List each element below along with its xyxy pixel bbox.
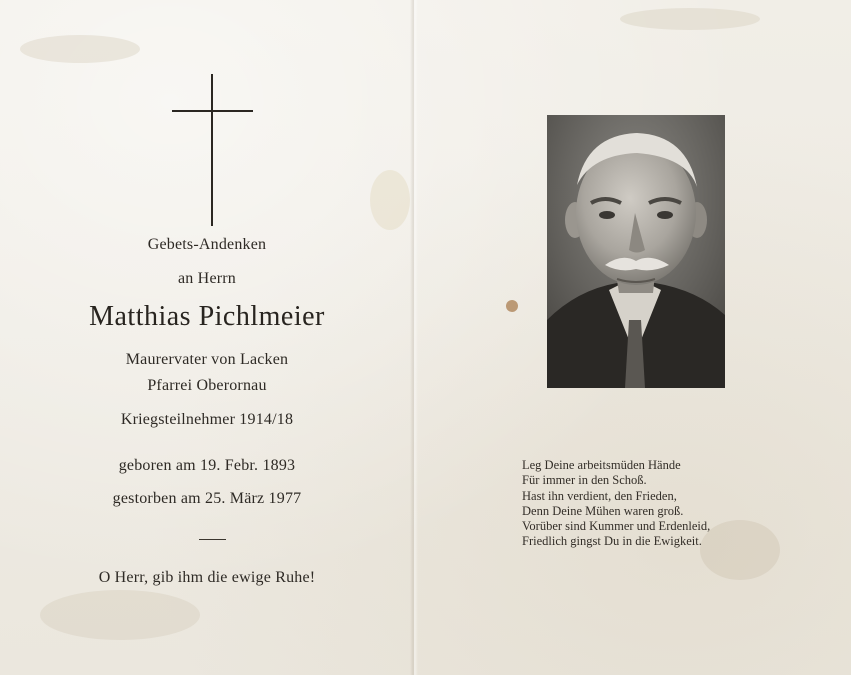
deceased-name: Matthias Pichlmeier <box>89 301 325 332</box>
divider <box>199 539 226 540</box>
heading-line-2: an Herrn <box>177 270 236 287</box>
portrait-photo <box>547 115 725 388</box>
heading-line-1: Gebets-Andenken <box>147 236 267 253</box>
veteran-line: Kriegsteilnehmer 1914/18 <box>120 411 294 428</box>
portrait-image <box>547 115 725 388</box>
death-date-line: gestorben am 25. März 1977 <box>112 490 302 507</box>
poem-line: Hast ihn verdient, den Frieden, <box>522 488 677 503</box>
poem-line: Vorüber sind Kummer und Erdenleid, <box>522 519 711 534</box>
poem-line: Leg Deine arbeitsmüden Hände <box>522 458 681 472</box>
parish-line: Pfarrei Oberornau <box>147 377 267 394</box>
poem-line: Für immer in den Schoß. <box>522 473 647 488</box>
poem-line: Friedlich gingst Du in die Ewigkeit. <box>522 534 702 549</box>
prayer-line: O Herr, gib ihm die ewige Ruhe! <box>98 569 316 586</box>
occupation-line: Maurervater von Lacken <box>125 351 289 368</box>
poem <box>522 458 822 550</box>
poem-line: Denn Deine Mühen waren groß. <box>522 503 684 518</box>
right-panel <box>414 0 851 675</box>
left-panel <box>0 0 414 675</box>
birth-date-line: geboren am 19. Febr. 1893 <box>118 457 296 474</box>
